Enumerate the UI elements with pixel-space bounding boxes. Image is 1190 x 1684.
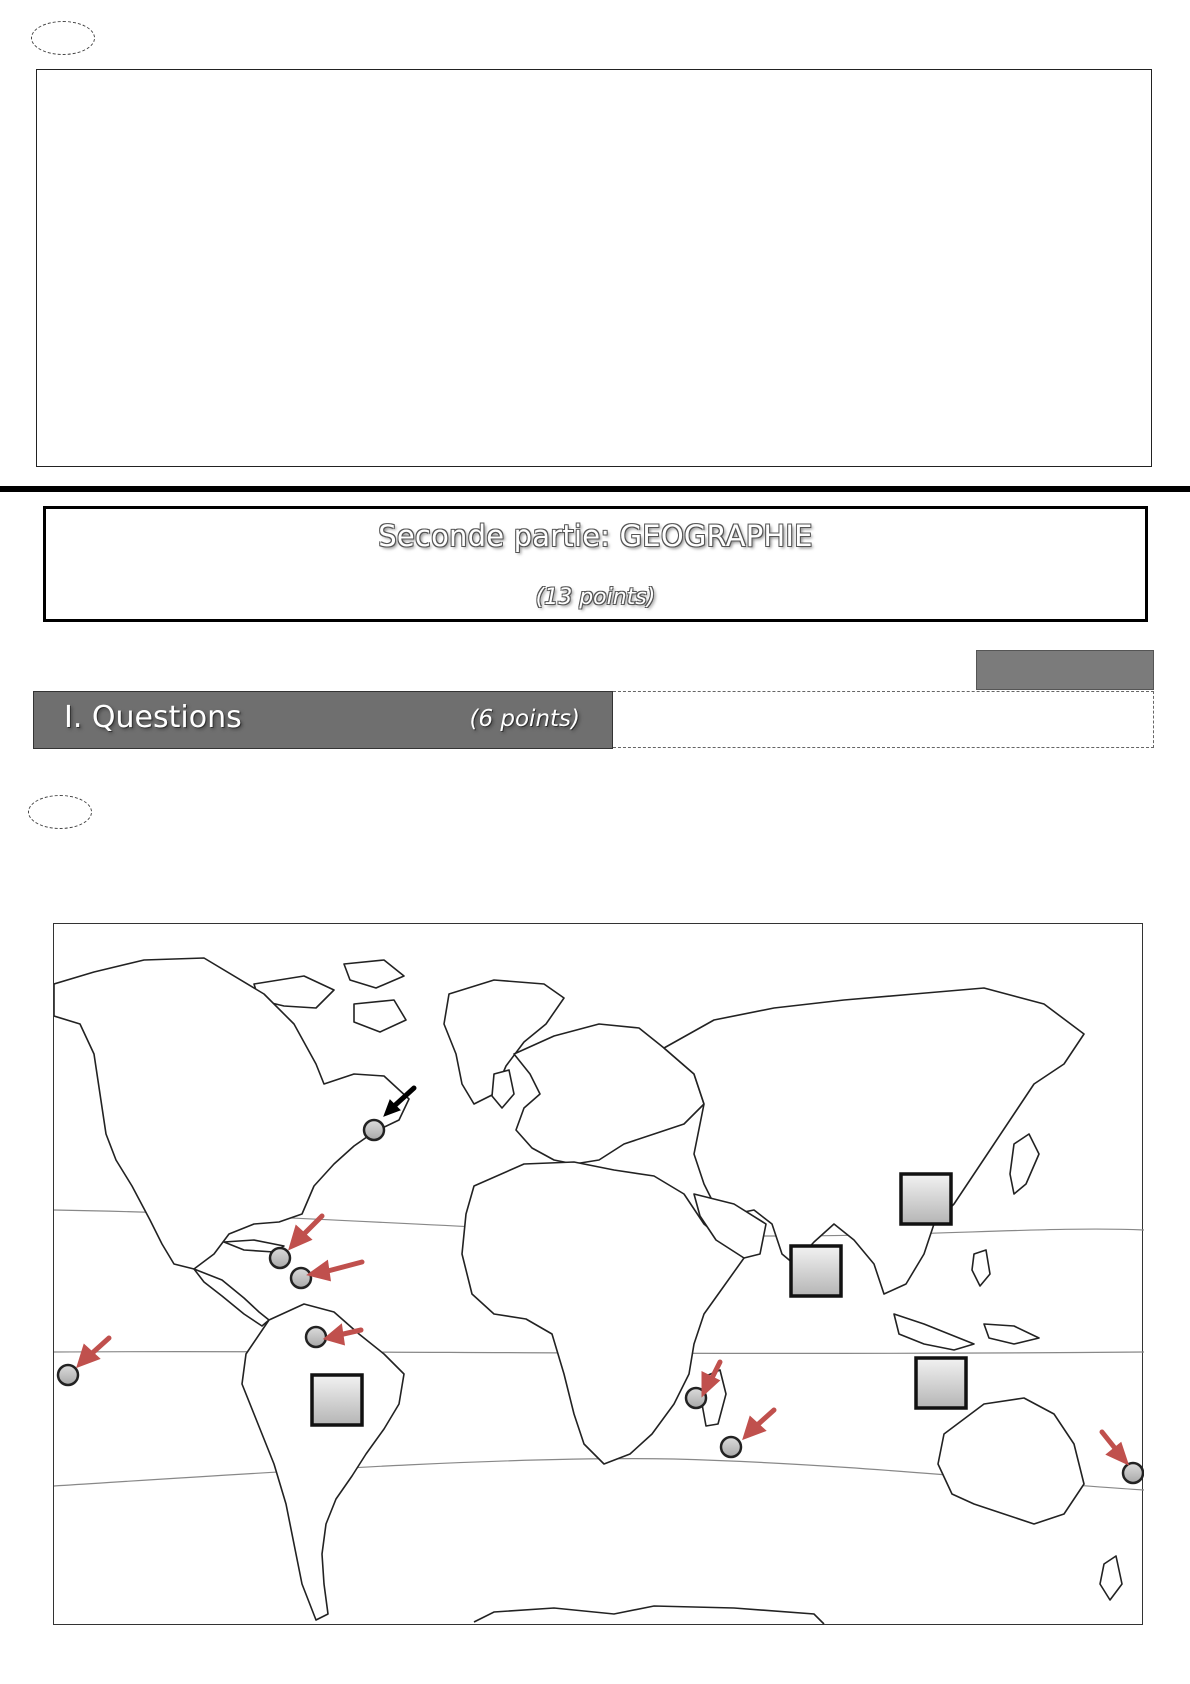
- arrow-red-reunion: [746, 1410, 774, 1436]
- circle-marker-martinique: [291, 1268, 311, 1288]
- grade-tab: [976, 650, 1154, 690]
- japan: [1010, 1134, 1039, 1194]
- indonesia: [894, 1314, 1039, 1350]
- arrow-red-martinique: [312, 1262, 362, 1278]
- world-map-svg: [54, 924, 1144, 1626]
- arrow-red-guadeloupe: [292, 1216, 322, 1246]
- circle-marker-new-caledonia: [1123, 1463, 1143, 1483]
- part-title: Seconde partie: GEOGRAPHIE: [378, 519, 813, 553]
- part-header: [43, 506, 1148, 622]
- central-america: [194, 1269, 269, 1326]
- philippines: [972, 1250, 990, 1286]
- square-marker-indonesia: [916, 1358, 966, 1408]
- part-points: (13 points): [535, 585, 656, 610]
- british-isles: [492, 1070, 514, 1108]
- circle-marker-reunion: [721, 1437, 741, 1457]
- continents: [54, 958, 1122, 1620]
- square-marker-south-america: [312, 1375, 362, 1425]
- circle-marker-guyane: [306, 1327, 326, 1347]
- score-field[interactable]: [613, 691, 1154, 748]
- section-header: [33, 691, 613, 749]
- section-points: (6 points): [469, 706, 580, 732]
- australia: [938, 1398, 1084, 1524]
- answer-box[interactable]: [36, 69, 1152, 467]
- south-america: [242, 1304, 404, 1620]
- square-marker-india: [791, 1246, 841, 1296]
- answer-oval-top: [31, 21, 95, 55]
- world-map: [53, 923, 1143, 1625]
- circle-marker-polynesia: [58, 1365, 78, 1385]
- circle-marker-saint-pierre: [364, 1120, 384, 1140]
- section-title: I. Questions: [64, 700, 242, 735]
- circle-marker-guadeloupe: [270, 1248, 290, 1268]
- new-zealand: [1100, 1556, 1122, 1600]
- antarctica-edge: [474, 1606, 824, 1624]
- arrow-red-new-caledonia: [1102, 1432, 1125, 1461]
- answer-oval-middle: [28, 795, 92, 829]
- square-marker-china: [901, 1174, 951, 1224]
- arrow-red-polynesia: [80, 1338, 109, 1364]
- section-separator: [0, 486, 1190, 492]
